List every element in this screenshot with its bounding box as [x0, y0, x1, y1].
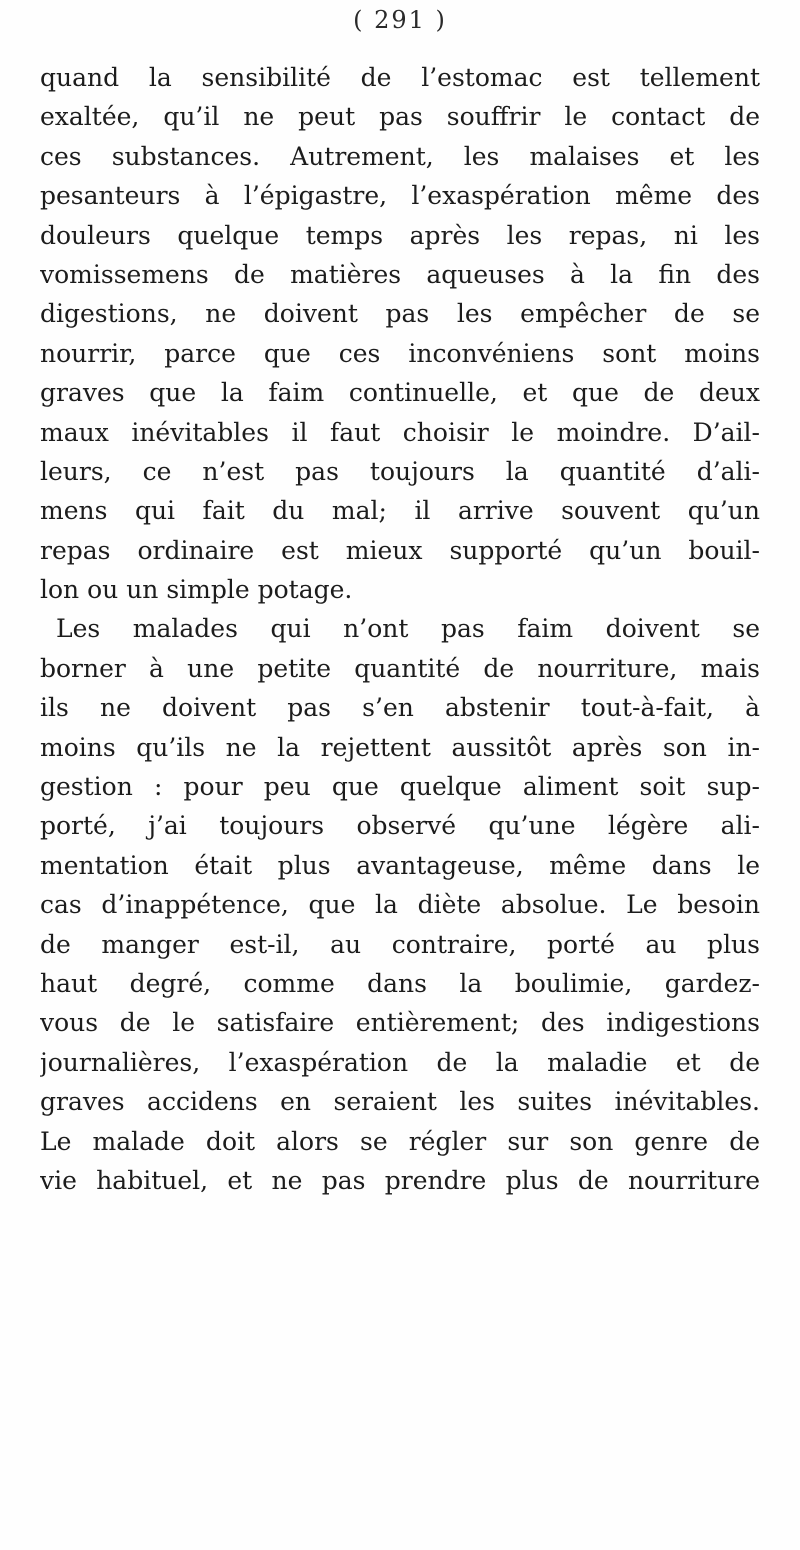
text-line: ces substances. Autrement, les malaises et les [40, 141, 760, 171]
text-line: graves que la faim continuelle, et que de deux [40, 378, 760, 408]
text-line: digestions, ne doivent pas les empêcher de se [40, 299, 760, 329]
page-number: ( 291 ) [353, 6, 447, 34]
text-line: nourrir, parce que ces inconvéniens sont moins [40, 338, 760, 368]
text-line: douleurs quelque temps après les repas, ni les [40, 220, 760, 250]
text-line: exaltée, qu’il ne peut pas souffrir le contact de [40, 102, 760, 132]
text-line: graves accidens en seraient les suites inévitables. [40, 1087, 760, 1117]
text-line: ils ne doivent pas s’en abstenir tout-à-fait, à [40, 693, 760, 723]
text-line: porté, j’ai toujours observé qu’une légère ali- [40, 811, 760, 841]
text-line: pesanteurs à l’épigastre, l’exaspération même des [40, 181, 760, 211]
text-line: mens qui fait du mal; il arrive souvent qu’un [40, 496, 760, 526]
text-line: de manger est-il, au contraire, porté au plus [40, 929, 760, 959]
text-line: gestion : pour peu que quelque aliment soit sup- [40, 772, 760, 802]
text-line: leurs, ce n’est pas toujours la quantité d’ali- [40, 456, 760, 486]
text-line: maux inévitables il faut choisir le moindre. D’ail- [40, 417, 760, 447]
text-line: quand la sensibilité de l’estomac est tellement [40, 63, 760, 92]
text-line: mentation était plus avantageuse, même dans le [40, 850, 760, 880]
text-line: moins qu’ils ne la rejettent aussitôt après son in- [40, 732, 760, 762]
text-line: vie habituel, et ne pas prendre plus de nourriture [40, 1165, 760, 1195]
text-line: journalières, l’exaspération de la maladie et de [40, 1047, 760, 1077]
text-line: cas d’inappétence, que la diète absolue. Le besoin [40, 890, 760, 920]
text-line: Le malade doit alors se régler sur son genre de [40, 1126, 760, 1156]
paragraph-start-line: Les malades qui n’ont pas faim doivent se [56, 614, 760, 644]
text-line: vomissemens de matières aqueuses à la fin des [40, 259, 760, 289]
body-text [40, 58, 760, 1200]
text-line: repas ordinaire est mieux supporté qu’un bouil- [40, 535, 760, 565]
text-line: lon ou un simple potage. [40, 575, 353, 605]
text-line: borner à une petite quantité de nourriture, mais [40, 653, 760, 683]
text-line: vous de le satisfaire entièrement; des indigestions [40, 1008, 760, 1038]
text-line: haut degré, comme dans la boulimie, gardez- [40, 968, 760, 998]
